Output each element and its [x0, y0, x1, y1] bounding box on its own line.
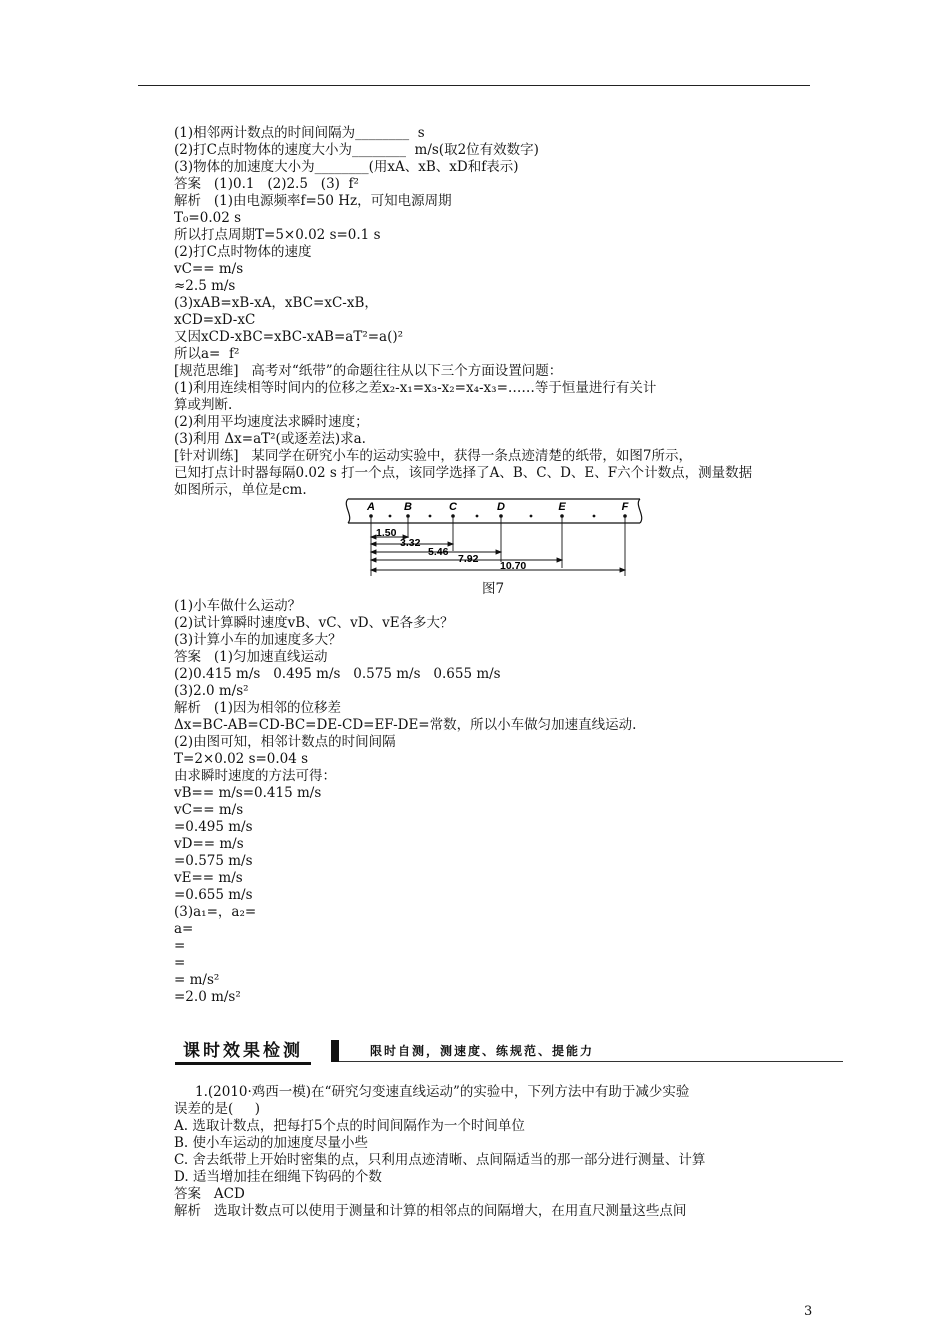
text-line: (2)试计算瞬时速度vB、vC、vD、vE各多大？ [174, 615, 454, 631]
text-line: 答案 (1)0.1 (2)2.5 (3) f² [174, 176, 359, 192]
text-line: 解析 (1)由电源频率f=50 Hz，可知电源周期 [174, 193, 452, 209]
text-line: (1)利用连续相等时间内的位移之差x₂-x₁=x₃-x₂=x₄-x₃=……等于恒量进行有关计 [174, 380, 657, 396]
point-label: B [404, 501, 412, 513]
figure-caption: 图7 [482, 581, 505, 597]
text-line: a= [174, 921, 194, 937]
text-line: (3)利用 Δx=aT²(或逐差法)求a. [174, 431, 366, 447]
text-line: vC== m/s [174, 802, 244, 818]
text-line: vE== m/s [174, 870, 243, 886]
text-line: (2)打C点时物体的速度大小为________ m/s(取2位有效数字) [174, 142, 539, 158]
text-line: ≈2.5 m/s [174, 278, 236, 294]
text-line: (3)a₁=，a₂= [174, 904, 257, 920]
text-line: [规范思维] 高考对“纸带”的命题往往从以下三个方面设置问题： [174, 363, 563, 379]
point-label: D [497, 501, 505, 513]
text-line: 如图所示，单位是cm. [174, 482, 307, 498]
text-line: xCD=xD-xC [174, 312, 256, 328]
text-line: 误差的是( ) [174, 1101, 260, 1117]
banner-subtitle: 限时自测，测速度、练规范、提能力 [370, 1044, 595, 1058]
text-line: =2.0 m/s² [174, 989, 241, 1005]
text-line: = [174, 938, 186, 954]
text-line: 又因xCD-xBC=xBC-xAB=aT²=a()² [174, 329, 404, 345]
text-line: 解析 选取计数点可以使用于测量和计算的相邻点的间隔增大，在用直尺测量这些点间 [174, 1203, 687, 1219]
text-line: 答案 ACD [174, 1186, 245, 1202]
text-line: 解析 (1)因为相邻的位移差 [174, 700, 341, 716]
text-line: D. 适当增加挂在细绳下钩码的个数 [174, 1169, 382, 1185]
banner-title: 课时效果检测 [175, 1040, 311, 1065]
text-line: [针对训练] 某同学在研究小车的运动实验中，获得一条点迹清楚的纸带，如图7所示， [174, 448, 692, 464]
page-number: 3 [804, 1304, 813, 1319]
text-line: (1)相邻两计数点的时间间隔为________ s [174, 125, 425, 141]
banner-rule [331, 1061, 843, 1062]
text-line: A. 选取计数点，把每打5个点的时间间隔作为一个时间单位 [174, 1118, 525, 1134]
text-line: vD== m/s [174, 836, 244, 852]
text-line: (2)打C点时物体的速度 [174, 244, 312, 260]
text-line: T=2×0.02 s=0.04 s [174, 751, 309, 767]
text-line: 答案 (1)匀加速直线运动 [174, 649, 328, 665]
text-line: Δx=BC-AB=CD-BC=DE-CD=EF-DE=常数，所以小车做匀加速直线运动. [174, 717, 637, 733]
text-line: =0.575 m/s [174, 853, 253, 869]
text-line: (3)2.0 m/s² [174, 683, 249, 699]
point-label: C [449, 501, 457, 513]
measure-label: 7.92 [458, 553, 479, 565]
paper-tape-figure [340, 496, 660, 578]
text-line: (3)物体的加速度大小为________(用xA、xB、xD和f表示) [174, 159, 519, 175]
text-line: (2)利用平均速度法求瞬时速度； [174, 414, 369, 430]
text-line: (3)计算小车的加速度多大？ [174, 632, 342, 648]
text-line: 1.(2010·鸡西一模)在“研究匀变速直线运动”的实验中，下列方法中有助于减少实验 [195, 1084, 690, 1100]
text-line: vC== m/s [174, 261, 244, 277]
text-line: C. 舍去纸带上开始时密集的点，只利用点迹清晰、点间隔适当的那一部分进行测量、计算 [174, 1152, 706, 1168]
point-label: F [621, 501, 629, 513]
text-line: = m/s² [174, 972, 220, 988]
text-line: vB== m/s=0.415 m/s [174, 785, 322, 801]
text-line: (1)小车做什么运动？ [174, 598, 302, 614]
header-rule [138, 85, 810, 86]
text-line: =0.495 m/s [174, 819, 253, 835]
text-line: (2)由图可知，相邻计数点的时间间隔 [174, 734, 396, 750]
point-label: A [367, 501, 375, 513]
measure-label: 5.46 [428, 546, 449, 558]
text-line: B. 使小车运动的加速度尽量小些 [174, 1135, 369, 1151]
text-line: 所以打点周期T=5×0.02 s=0.1 s [174, 227, 381, 243]
text-line: 由求瞬时速度的方法可得： [174, 768, 336, 784]
banner-bar [331, 1040, 339, 1062]
measure-label: 3.32 [400, 537, 421, 549]
text-line: 算或判断. [174, 397, 233, 413]
text-line: T₀=0.02 s [174, 210, 242, 226]
measure-label: 1.50 [376, 527, 397, 539]
text-line: (2)0.415 m/s 0.495 m/s 0.575 m/s 0.655 m/s [174, 666, 501, 682]
text-line: (3)xAB=xB-xA，xBC=xC-xB， [174, 295, 378, 311]
text-line: 所以a= f² [174, 346, 240, 362]
text-line: 已知打点计时器每隔0.02 s 打一个点，该同学选择了A、B、C、D、E、F六个计数点，测量数据 [174, 465, 753, 481]
section-banner [175, 1040, 843, 1062]
text-line: =0.655 m/s [174, 887, 253, 903]
measure-label: 10.70 [500, 560, 527, 572]
point-label: E [558, 501, 566, 513]
text-line: = [174, 955, 186, 971]
